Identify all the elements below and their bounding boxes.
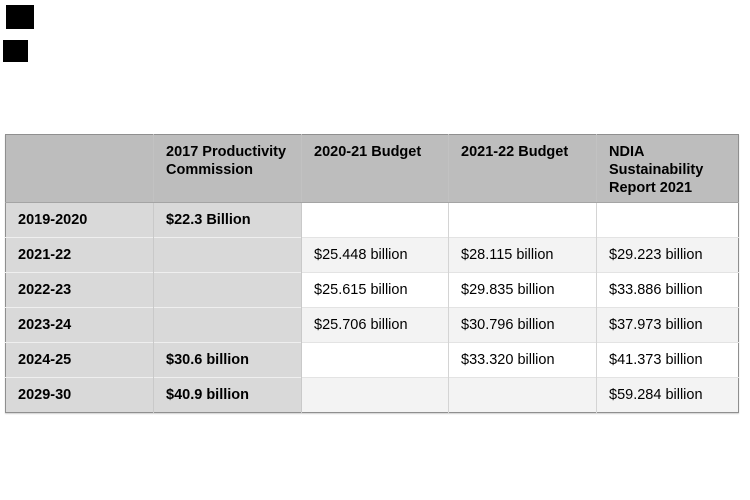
cell-productivity-commission <box>154 273 302 308</box>
black-block-2 <box>3 40 28 62</box>
table-row-2019-2020 <box>6 203 739 238</box>
table-row-2021-22 <box>6 238 739 273</box>
table-row-2029-30 <box>6 378 739 413</box>
cell-2021-22-budget: $33.320 billion <box>449 343 597 378</box>
column-header-2017-productivity-commission: 2017 Productivity Commission <box>154 135 302 203</box>
cell-2021-22-budget: $28.115 billion <box>449 238 597 273</box>
cell-productivity-commission <box>154 238 302 273</box>
column-header-2021-22-budget: 2021-22 Budget <box>449 135 597 203</box>
table-row-2022-23 <box>6 273 739 308</box>
column-header-blank <box>6 135 154 203</box>
cell-ndia-report: $29.223 billion <box>597 238 739 273</box>
cell-2020-21-budget <box>302 343 449 378</box>
black-block-1 <box>6 5 34 29</box>
cell-2021-22-budget <box>449 203 597 238</box>
cell-year: 2019-2020 <box>6 203 154 238</box>
cell-ndia-report: $59.284 billion <box>597 378 739 413</box>
cell-2021-22-budget: $29.835 billion <box>449 273 597 308</box>
ndis-cost-projections-table <box>5 134 739 413</box>
cell-ndia-report: $33.886 billion <box>597 273 739 308</box>
column-header-2020-21-budget: 2020-21 Budget <box>302 135 449 203</box>
cell-2020-21-budget <box>302 378 449 413</box>
table-row-2023-24 <box>6 308 739 343</box>
column-header-ndia-sustainability-report-2021: NDIA Sustainability Report 2021 <box>597 135 739 203</box>
cell-2021-22-budget: $30.796 billion <box>449 308 597 343</box>
table-row-2024-25 <box>6 343 739 378</box>
cell-2020-21-budget <box>302 203 449 238</box>
cell-2021-22-budget <box>449 378 597 413</box>
cell-ndia-report: $37.973 billion <box>597 308 739 343</box>
cell-2020-21-budget: $25.615 billion <box>302 273 449 308</box>
cell-productivity-commission: $30.6 billion <box>154 343 302 378</box>
cell-productivity-commission <box>154 308 302 343</box>
cell-year: 2024-25 <box>6 343 154 378</box>
cell-productivity-commission: $22.3 Billion <box>154 203 302 238</box>
cell-year: 2021-22 <box>6 238 154 273</box>
cell-ndia-report <box>597 203 739 238</box>
cell-productivity-commission: $40.9 billion <box>154 378 302 413</box>
cell-ndia-report: $41.373 billion <box>597 343 739 378</box>
cell-year: 2022-23 <box>6 273 154 308</box>
cell-2020-21-budget: $25.706 billion <box>302 308 449 343</box>
header-row <box>6 135 739 203</box>
cell-2020-21-budget: $25.448 billion <box>302 238 449 273</box>
cell-year: 2029-30 <box>6 378 154 413</box>
cell-year: 2023-24 <box>6 308 154 343</box>
